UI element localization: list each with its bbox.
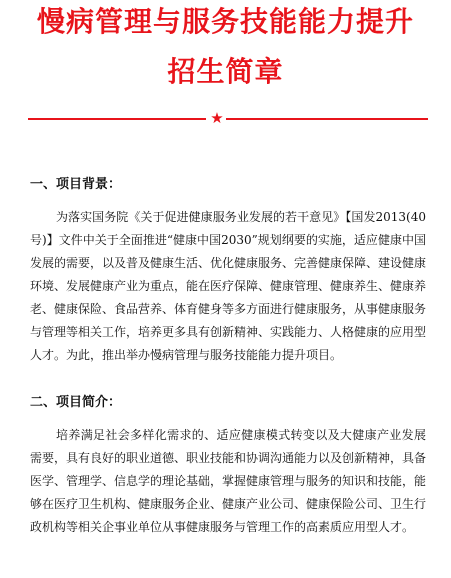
divider-line-right: [226, 118, 428, 120]
title-divider: [28, 109, 428, 127]
document-title: 慢病管理与服务技能能力提升: [36, 5, 414, 38]
section-heading-background: 一、项目背景：: [30, 177, 122, 192]
document-subtitle: 招生简章: [167, 55, 284, 88]
divider-line-left: [28, 118, 206, 120]
section-body-intro: 培养满足社会多样化需求的、适应健康模式转变以及大健康产业发展需要，具有良好的职业道德、职业技能和协调沟通能力以及创新精神，具备医学、管理学、信息学的理论基础，掌握健康管理与服务的知识和技能，能够在医疗卫生机构、健康服务企业、健康产业公司、健康保险公司、卫生行政机构等相关企事业单位从事健康服务与管理工作的高素质应用型人才。: [30, 428, 427, 534]
section-body-background: 为落实国务院《关于促进健康服务业发展的若干意见》【国发2013(40号)】文件中关于全面推进“健康中国2030”规划纲要的实施，适应健康中国发展的需要，以及普及健康生活、优化健康服务、完善健康保障、建设健康环境、发展健康产业为重点，能在医疗保障、健康管理、健康养生、健康养老、健康保险、食品营养、体育健身等多方面进行健康服务，从事健康服务与管理等相关工作，培养更多具有创新精神、实践能力、人格健康的应用型人才。为此，推出举办慢病管理与服务技能能力提升项目。: [30, 210, 427, 362]
star-icon: ★: [210, 109, 224, 127]
section-heading-intro: 二、项目简介：: [30, 395, 122, 410]
